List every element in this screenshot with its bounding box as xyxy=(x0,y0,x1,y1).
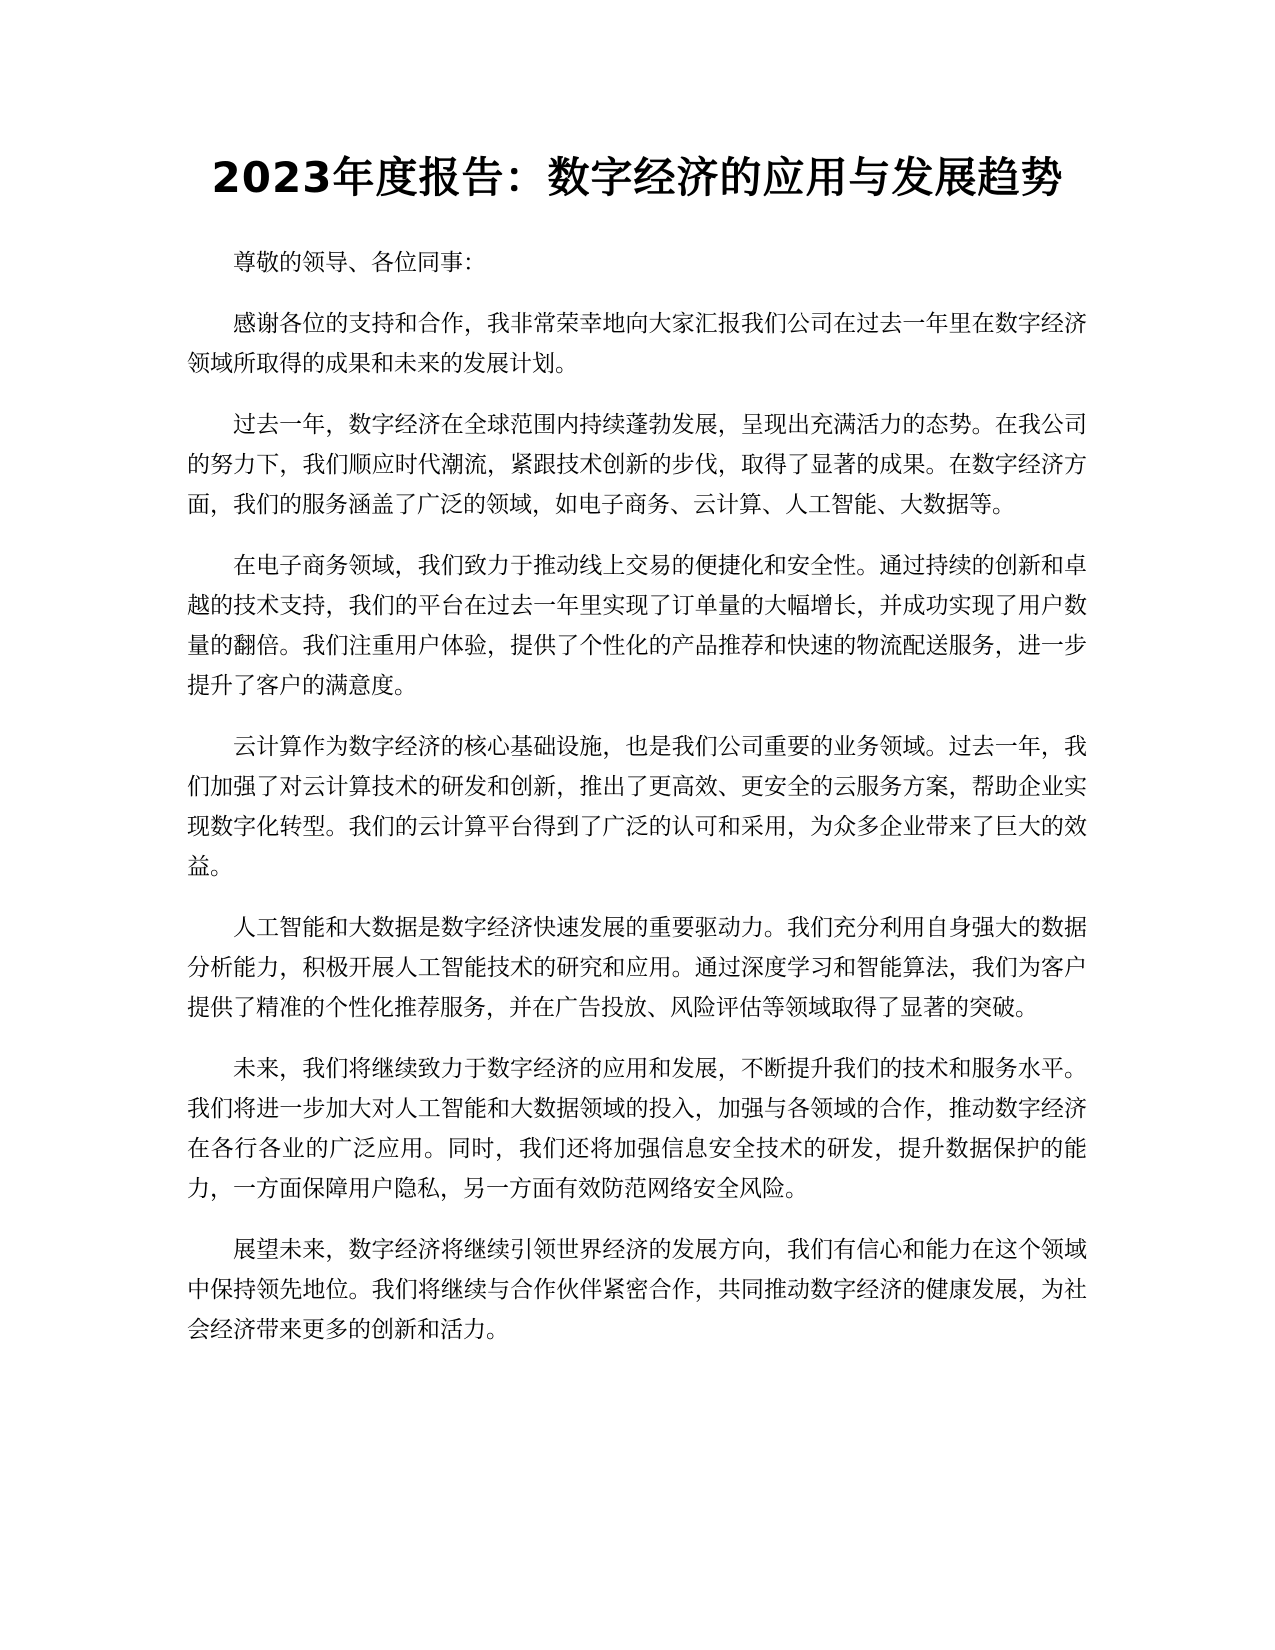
paragraph: 感谢各位的支持和合作，我非常荣幸地向大家汇报我们公司在过去一年里在数字经济领域所取得的成果和未来的发展计划。 xyxy=(187,311,1087,377)
paragraph: 人工智能和大数据是数字经济快速发展的重要驱动力。我们充分利用自身强大的数据分析能力，积极开展人工智能技术的研究和应用。通过深度学习和智能算法，我们为客户提供了精准的个性化推荐服务，并在广告投放、风险评估等领域取得了显著的突破。 xyxy=(187,915,1087,1021)
document-body xyxy=(187,243,1087,1371)
document-title: 2023年度报告：数字经济的应用与发展趋势 xyxy=(211,153,1064,202)
paragraph: 云计算作为数字经济的核心基础设施，也是我们公司重要的业务领域。过去一年，我们加强了对云计算技术的研发和创新，推出了更高效、更安全的云服务方案，帮助企业实现数字化转型。我们的云计算平台得到了广泛的认可和采用，为众多企业带来了巨大的效益。 xyxy=(187,734,1087,880)
paragraph: 过去一年，数字经济在全球范围内持续蓬勃发展，呈现出充满活力的态势。在我公司的努力下，我们顺应时代潮流，紧跟技术创新的步伐，取得了显著的成果。在数字经济方面，我们的服务涵盖了广泛的领域，如电子商务、云计算、人工智能、大数据等。 xyxy=(187,412,1087,518)
paragraph: 未来，我们将继续致力于数字经济的应用和发展，不断提升我们的技术和服务水平。我们将进一步加大对人工智能和大数据领域的投入，加强与各领域的合作，推动数字经济在各行各业的广泛应用。同时，我们还将加强信息安全技术的研发，提升数据保护的能力，一方面保障用户隐私，另一方面有效防范网络安全风险。 xyxy=(187,1056,1087,1202)
paragraph-salutation: 尊敬的领导、各位同事： xyxy=(233,250,486,276)
paragraph: 在电子商务领域，我们致力于推动线上交易的便捷化和安全性。通过持续的创新和卓越的技术支持，我们的平台在过去一年里实现了订单量的大幅增长，并成功实现了用户数量的翻倍。我们注重用户体验，提供了个性化的产品推荐和快速的物流配送服务，进一步提升了客户的满意度。 xyxy=(187,553,1087,699)
paragraph: 展望未来，数字经济将继续引领世界经济的发展方向，我们有信心和能力在这个领域中保持领先地位。我们将继续与合作伙伴紧密合作，共同推动数字经济的健康发展，为社会经济带来更多的创新和活力。 xyxy=(187,1237,1087,1343)
